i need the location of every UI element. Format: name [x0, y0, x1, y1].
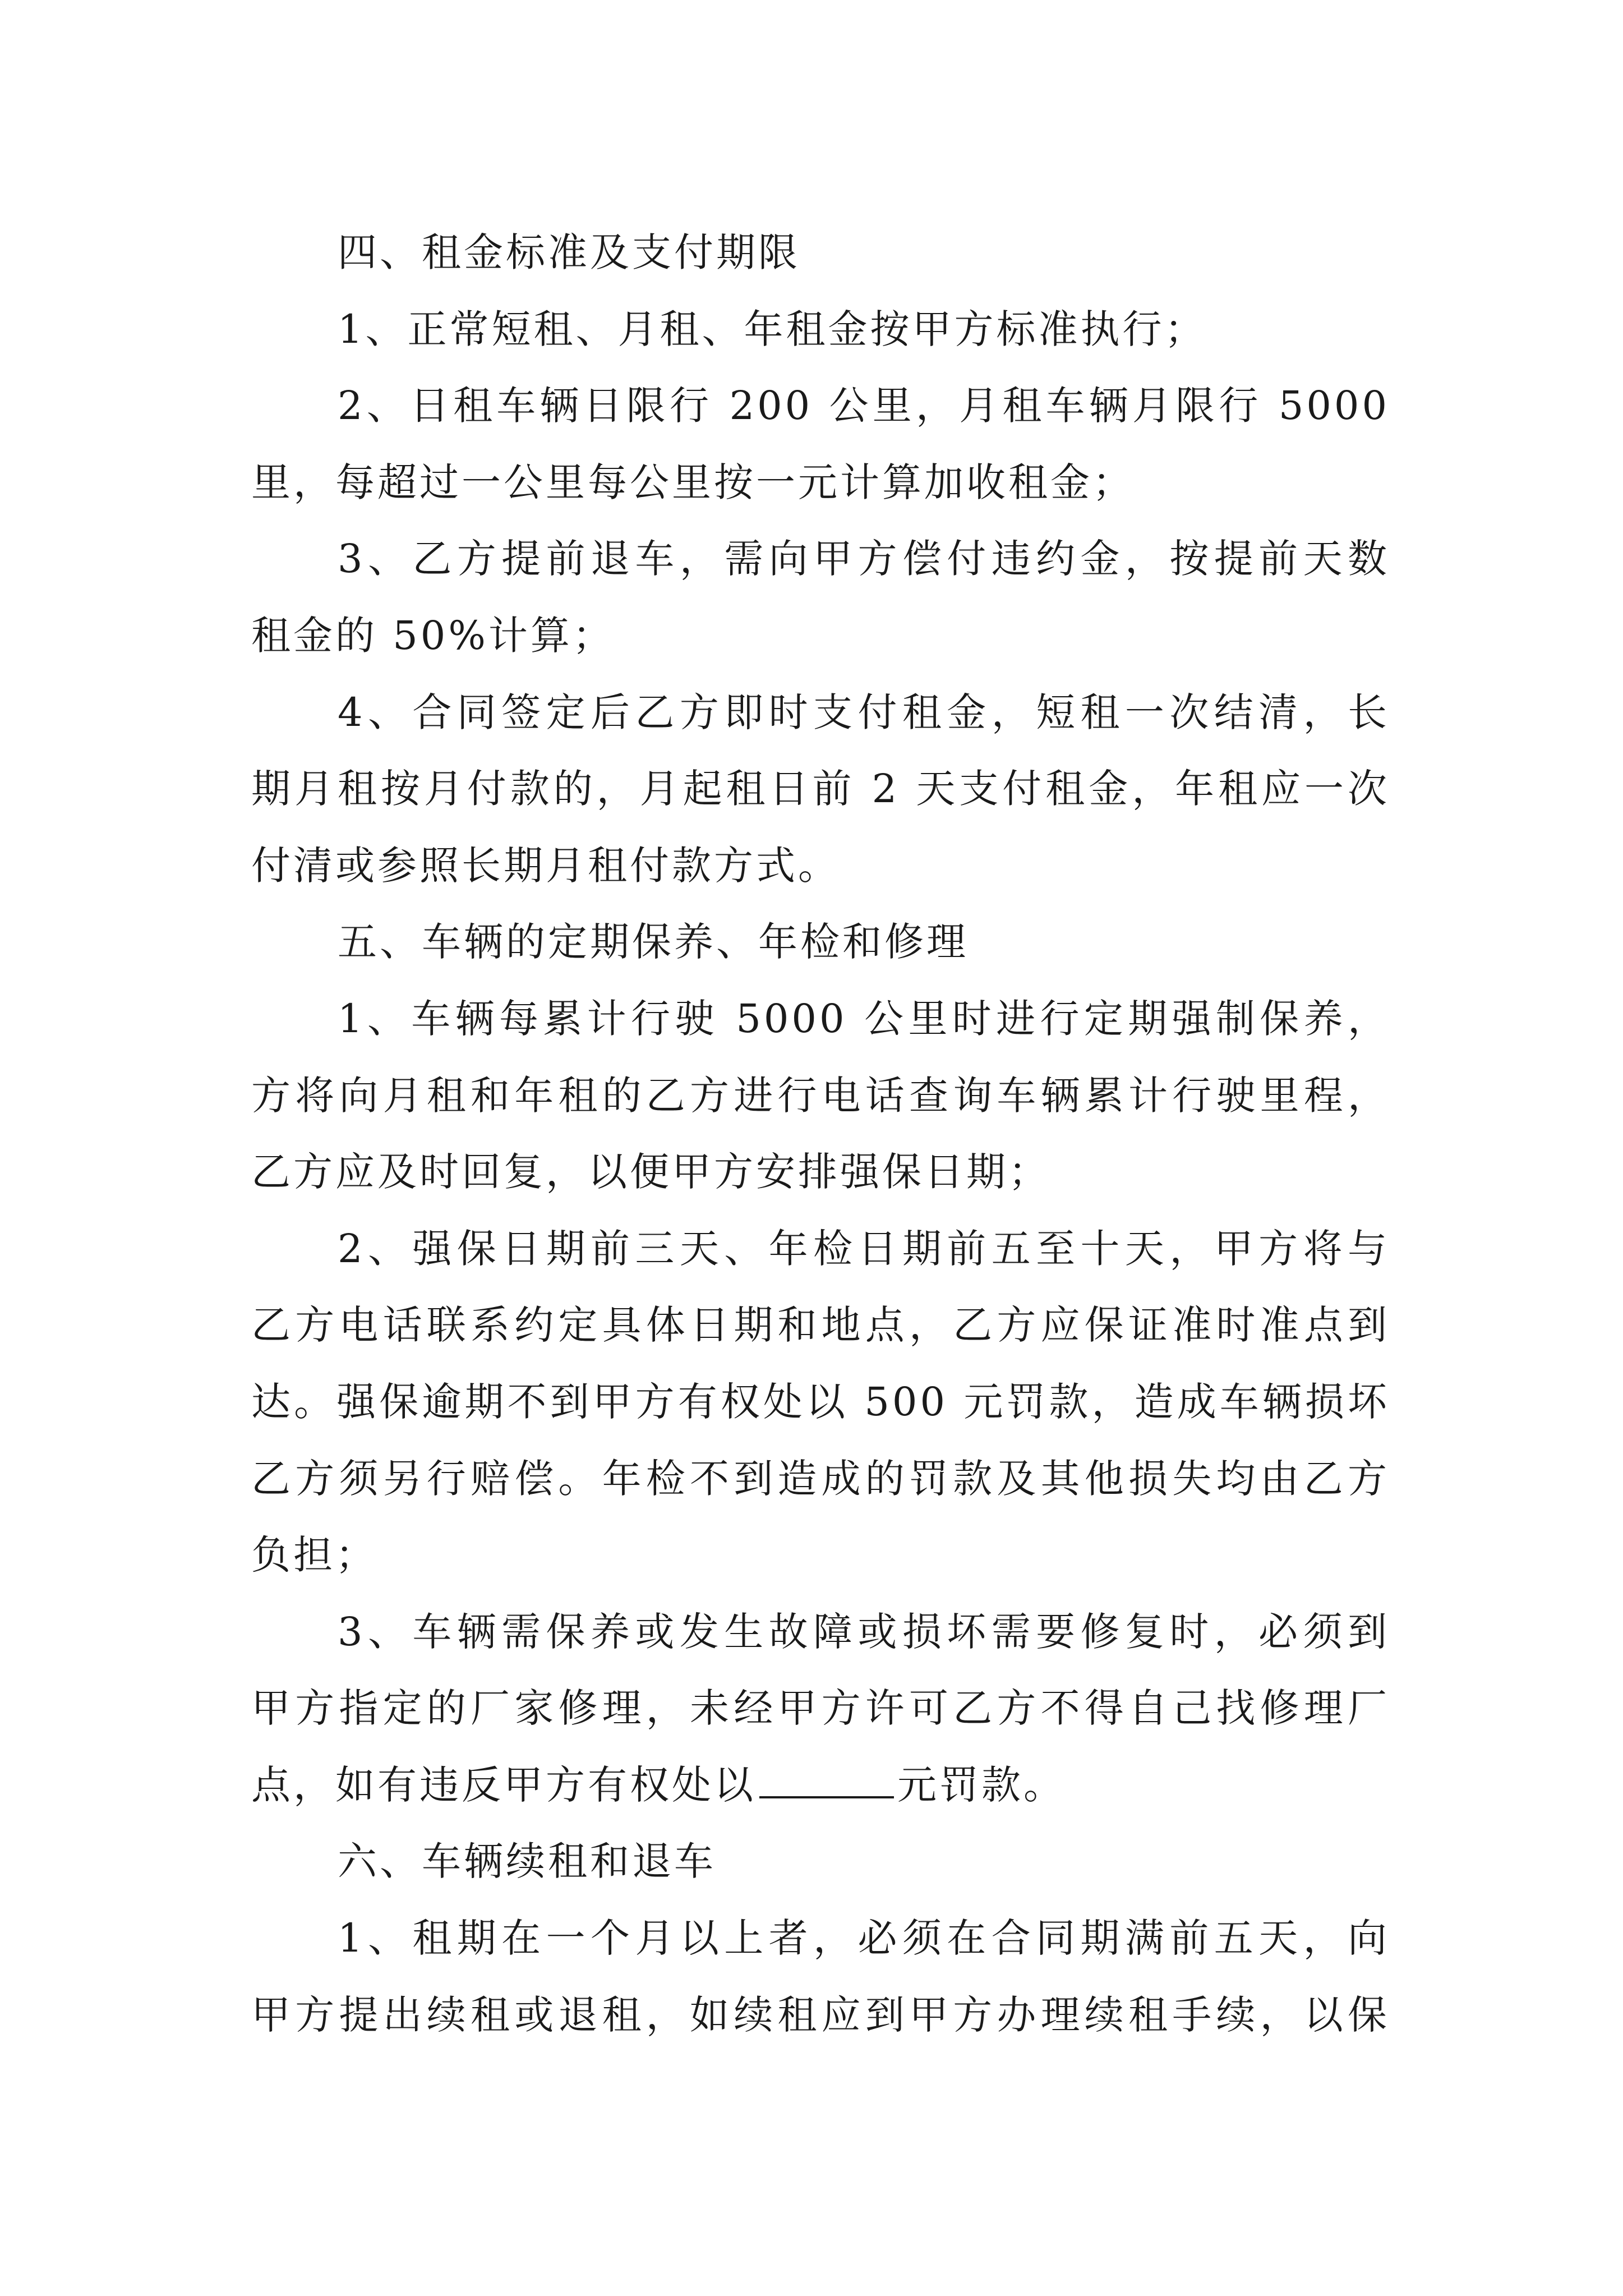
section-heading-rent-standard: 四、租金标准及支付期限	[338, 229, 800, 275]
paragraph-line: 负担；	[251, 1532, 377, 1579]
paragraph-line: 1、租期在一个月以上者，必须在合同期满前五天，向	[338, 1915, 1390, 1962]
paragraph-line: 甲方提出续租或退租，如续租应到甲方办理续租手续，以保	[251, 1991, 1390, 2038]
paragraph-line: 4、合同签定后乙方即时支付租金，短租一次结清，长	[338, 689, 1390, 735]
paragraph-line: 2、强保日期前三天、年检日期前五至十天，甲方将与	[338, 1225, 1390, 1272]
fill-in-blank	[759, 1764, 894, 1798]
paragraph-line: 3、乙方提前退车，需向甲方偿付违约金，按提前天数	[338, 536, 1390, 582]
paragraph-line-with-blank	[251, 1747, 1390, 1824]
paragraph-line: 期月租按月付款的，月起租日前 2 天支付租金，年租应一次	[251, 766, 1390, 812]
section-heading-maintenance: 五、车辆的定期保养、年检和修理	[338, 919, 969, 965]
paragraph-line: 3、车辆需保养或发生故障或损坏需要修复时，必须到	[338, 1608, 1390, 1655]
paragraph-line: 付清或参照长期月租付款方式。	[251, 842, 840, 889]
paragraph-line: 甲方指定的厂家修理，未经甲方许可乙方不得自己找修理厂	[251, 1685, 1390, 1732]
paragraph-line: 1、车辆每累计行驶 5000 公里时进行定期强制保养，	[338, 995, 1390, 1042]
blank-prefix-text: 点，如有违反甲方有权处以	[251, 1761, 756, 1808]
blank-suffix-text: 元罚款。	[897, 1761, 1066, 1808]
paragraph-line: 达。强保逾期不到甲方有权处以 500 元罚款，造成车辆损坏	[251, 1378, 1390, 1425]
section-heading-renewal: 六、车辆续租和退车	[338, 1838, 716, 1885]
paragraph-line: 2、日租车辆日限行 200 公里，月租车辆月限行 5000	[338, 383, 1390, 429]
paragraph-line: 乙方应及时回复，以便甲方安排强保日期；	[251, 1149, 1050, 1195]
paragraph-line: 租金的 50%计算；	[251, 612, 615, 659]
paragraph-line: 1、正常短租、月租、年租金按甲方标准执行；	[338, 306, 1207, 352]
paragraph-line: 里，每超过一公里每公里按一元计算加收租金；	[251, 459, 1135, 505]
paragraph-line: 乙方电话联系约定具体日期和地点，乙方应保证准时准点到	[251, 1302, 1390, 1349]
paragraph-line: 方将向月租和年租的乙方进行电话查询车辆累计行驶里程，	[251, 1072, 1390, 1119]
document-body	[251, 214, 1390, 2053]
paragraph-line: 乙方须另行赔偿。年检不到造成的罚款及其他损失均由乙方	[251, 1455, 1390, 1502]
